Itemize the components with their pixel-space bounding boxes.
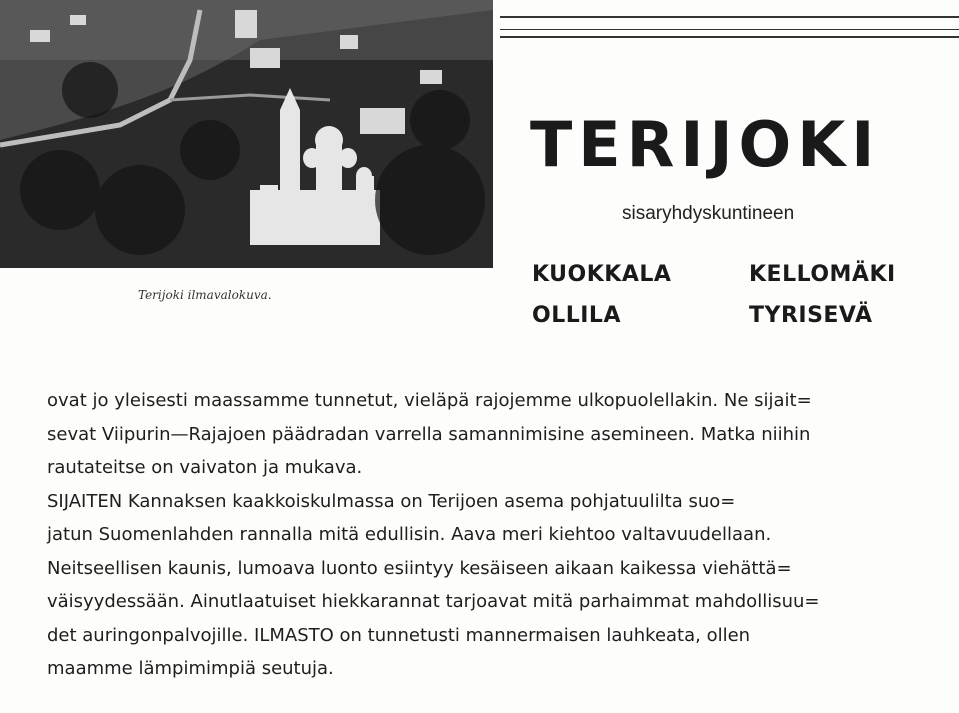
body-line: väisyydessään. Ainutlaatuiset hiekkarannat tarjoavat mitä parhaimmat mahdollisuu= [47,591,820,612]
header-rule-top [500,16,959,18]
body-line: Neitseellisen kaunis, lumoava luonto esiintyy kesäiseen aikaan kaikessa viehättä= [47,557,792,579]
body-line: ovat jo yleisesti maassamme tunnetut, vieläpä rajojemme ulkopuolellakin. Ne sijait= [47,390,812,411]
town-ollila: OLLILA [532,303,621,328]
page-subtitle: sisaryhdyskuntineen [622,203,795,224]
header-rule-bottom [500,36,959,38]
aerial-photo [0,0,493,268]
body-line: SIJAITEN Kannaksen kaakkoiskulmassa on Terijoen asema pohjatuulilta suo= [47,490,736,512]
body-line: maamme lämpimimpiä seutuja. [47,658,334,679]
body-text [47,384,937,686]
body-line: rautateitse on vaivaton ja mukava. [47,457,363,478]
body-line: jatun Suomenlahden rannalla mitä edullisin. Aava meri kiehtoo valtavuudellaan. [47,524,772,545]
photo-caption: Terijoki ilmavalokuva. [138,288,272,302]
town-tyriseva: TYRISEVÄ [749,303,873,328]
town-kuokkala: KUOKKALA [532,262,672,287]
body-line: det auringonpalvojille. ILMASTO on tunnetusti mannermaisen lauhkeata, ollen [47,624,751,646]
town-kellomaki: KELLOMÄKI [749,262,896,287]
body-line: sevat Viipurin—Rajajoen päädradan varrella samannimisine asemineen. Matka niihin [47,423,811,445]
header-rule-middle [500,29,959,30]
aerial-photo-image [0,0,493,268]
page-title: TERIJOKI [530,108,881,181]
